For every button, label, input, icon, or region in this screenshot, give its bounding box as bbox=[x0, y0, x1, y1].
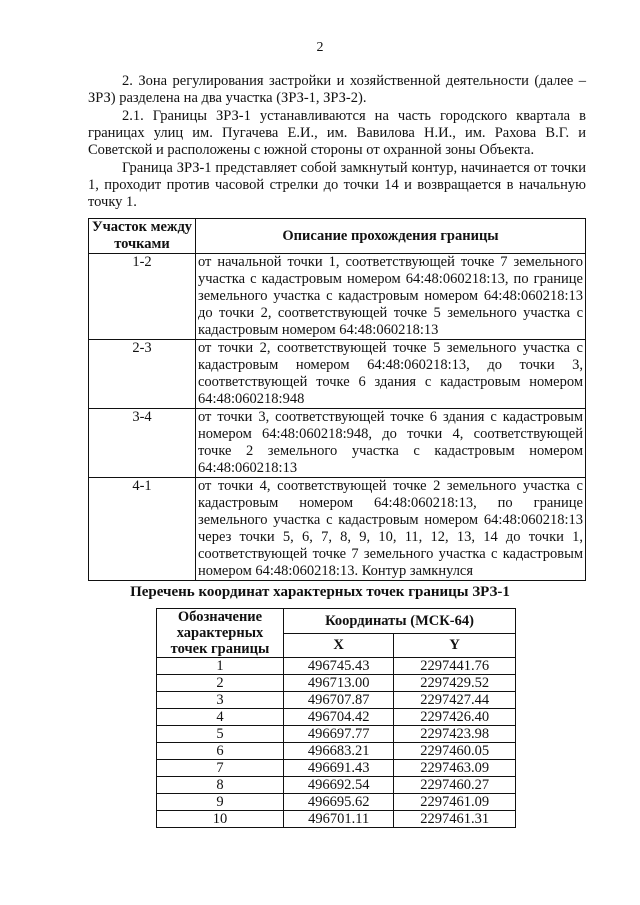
header-y: Y bbox=[394, 633, 516, 658]
segment-cell: 1-2 bbox=[89, 254, 196, 340]
paragraph-text: 2. Зона регулирования застройки и хозяйственной деятельности (далее – ЗРЗ) разделена на два участка (ЗРЗ-1, ЗРЗ-2). bbox=[88, 73, 586, 106]
header-segment: Участок между точками bbox=[89, 219, 196, 254]
y-cell: 2297460.05 bbox=[394, 743, 516, 760]
coordinates-table bbox=[156, 608, 516, 828]
table-row bbox=[89, 409, 586, 478]
point-cell: 2 bbox=[157, 675, 284, 692]
description-cell: от точки 4, соответствующей точке 2 земельного участка с кадастровым номером 64:48:060218:13, по границе земельного участка с кадастровым номером 64:48:060218:13 через точки 5, 6, 7, 8, 9, 10, 11, 12, 13, 14 до точки 1, соответствующей точке 7 земельного участка с кадастровым номером 64:48:060218:13. Контур замкнулся bbox=[196, 478, 586, 581]
point-cell: 9 bbox=[157, 794, 284, 811]
y-cell: 2297426.40 bbox=[394, 709, 516, 726]
table-row bbox=[157, 760, 516, 777]
x-cell: 496701.11 bbox=[284, 811, 394, 828]
description-cell: от начальной точки 1, соответствующей точке 7 земельного участка с кадастровым номером 64:48:060218:13, по границе земельного участка с кадастровым номером 64:48:060218:13 до точки 2, соответствующей точке 5 земельного участка с кадастровым номером 64:48:060218:13 bbox=[196, 254, 586, 340]
segment-cell: 2-3 bbox=[89, 340, 196, 409]
y-cell: 2297463.09 bbox=[394, 760, 516, 777]
table-row bbox=[89, 478, 586, 581]
x-cell: 496691.43 bbox=[284, 760, 394, 777]
y-cell: 2297441.76 bbox=[394, 658, 516, 675]
header-description: Описание прохождения границы bbox=[196, 219, 586, 254]
point-cell: 7 bbox=[157, 760, 284, 777]
y-cell: 2297429.52 bbox=[394, 675, 516, 692]
table-row bbox=[89, 340, 586, 409]
table-row bbox=[157, 709, 516, 726]
table-row bbox=[157, 692, 516, 709]
y-cell: 2297460.27 bbox=[394, 777, 516, 794]
y-cell: 2297427.44 bbox=[394, 692, 516, 709]
point-cell: 10 bbox=[157, 811, 284, 828]
segment-cell: 4-1 bbox=[89, 478, 196, 581]
y-cell: 2297461.31 bbox=[394, 811, 516, 828]
table-row bbox=[157, 777, 516, 794]
point-cell: 8 bbox=[157, 777, 284, 794]
x-cell: 496683.21 bbox=[284, 743, 394, 760]
description-cell: от точки 2, соответствующей точке 5 земельного участка с кадастровым номером 64:48:060218:13, до точки 3, соответствующей точке 6 здания с кадастровым номером 64:48:060218:948 bbox=[196, 340, 586, 409]
point-cell: 4 bbox=[157, 709, 284, 726]
point-cell: 5 bbox=[157, 726, 284, 743]
page-number: 2 bbox=[316, 40, 324, 55]
x-cell: 496745.43 bbox=[284, 658, 394, 675]
table-row bbox=[157, 658, 516, 675]
x-cell: 496713.00 bbox=[284, 675, 394, 692]
table-row bbox=[157, 794, 516, 811]
y-cell: 2297423.98 bbox=[394, 726, 516, 743]
coords-table-title: Перечень координат характерных точек границы ЗРЗ-1 bbox=[130, 584, 510, 600]
table-row bbox=[157, 743, 516, 760]
paragraph-zone-intro bbox=[88, 73, 586, 107]
x-cell: 496695.62 bbox=[284, 794, 394, 811]
paragraph-zrz1-contour bbox=[88, 160, 586, 211]
header-coords: Координаты (МСК-64) bbox=[284, 609, 516, 634]
point-cell: 1 bbox=[157, 658, 284, 675]
x-cell: 496707.87 bbox=[284, 692, 394, 709]
point-cell: 3 bbox=[157, 692, 284, 709]
table-row bbox=[157, 726, 516, 743]
x-cell: 496692.54 bbox=[284, 777, 394, 794]
header-point: Обозначение характерных точек границы bbox=[157, 609, 284, 658]
table-row bbox=[89, 254, 586, 340]
segment-cell: 3-4 bbox=[89, 409, 196, 478]
x-cell: 496697.77 bbox=[284, 726, 394, 743]
table-header-row bbox=[89, 219, 586, 254]
x-cell: 496704.42 bbox=[284, 709, 394, 726]
header-x: X bbox=[284, 633, 394, 658]
paragraph-text: Граница ЗРЗ-1 представляет собой замкнутый контур, начинается от точки 1, проходит против часовой стрелки до точки 14 и возвращается в начальную точку 1. bbox=[88, 160, 586, 210]
description-cell: от точки 3, соответствующей точке 6 здания с кадастровым номером 64:48:060218:948, до точки 4, соответствующей точке 2 земельного участка с кадастровым номером 64:48:060218:13 bbox=[196, 409, 586, 478]
y-cell: 2297461.09 bbox=[394, 794, 516, 811]
paragraph-text: 2.1. Границы ЗРЗ-1 устанавливаются на часть городского квартала в границах улиц им. Пугачева Е.И., им. Вавилова Н.И., им. Рахова В.Г. и Советской и расположены с южной стороны от охранной зоны Объекта. bbox=[88, 108, 586, 158]
point-cell: 6 bbox=[157, 743, 284, 760]
paragraph-zrz1-bounds bbox=[88, 108, 586, 159]
table-header-row bbox=[157, 609, 516, 634]
boundary-description-table bbox=[88, 218, 586, 581]
table-row bbox=[157, 811, 516, 828]
table-row bbox=[157, 675, 516, 692]
